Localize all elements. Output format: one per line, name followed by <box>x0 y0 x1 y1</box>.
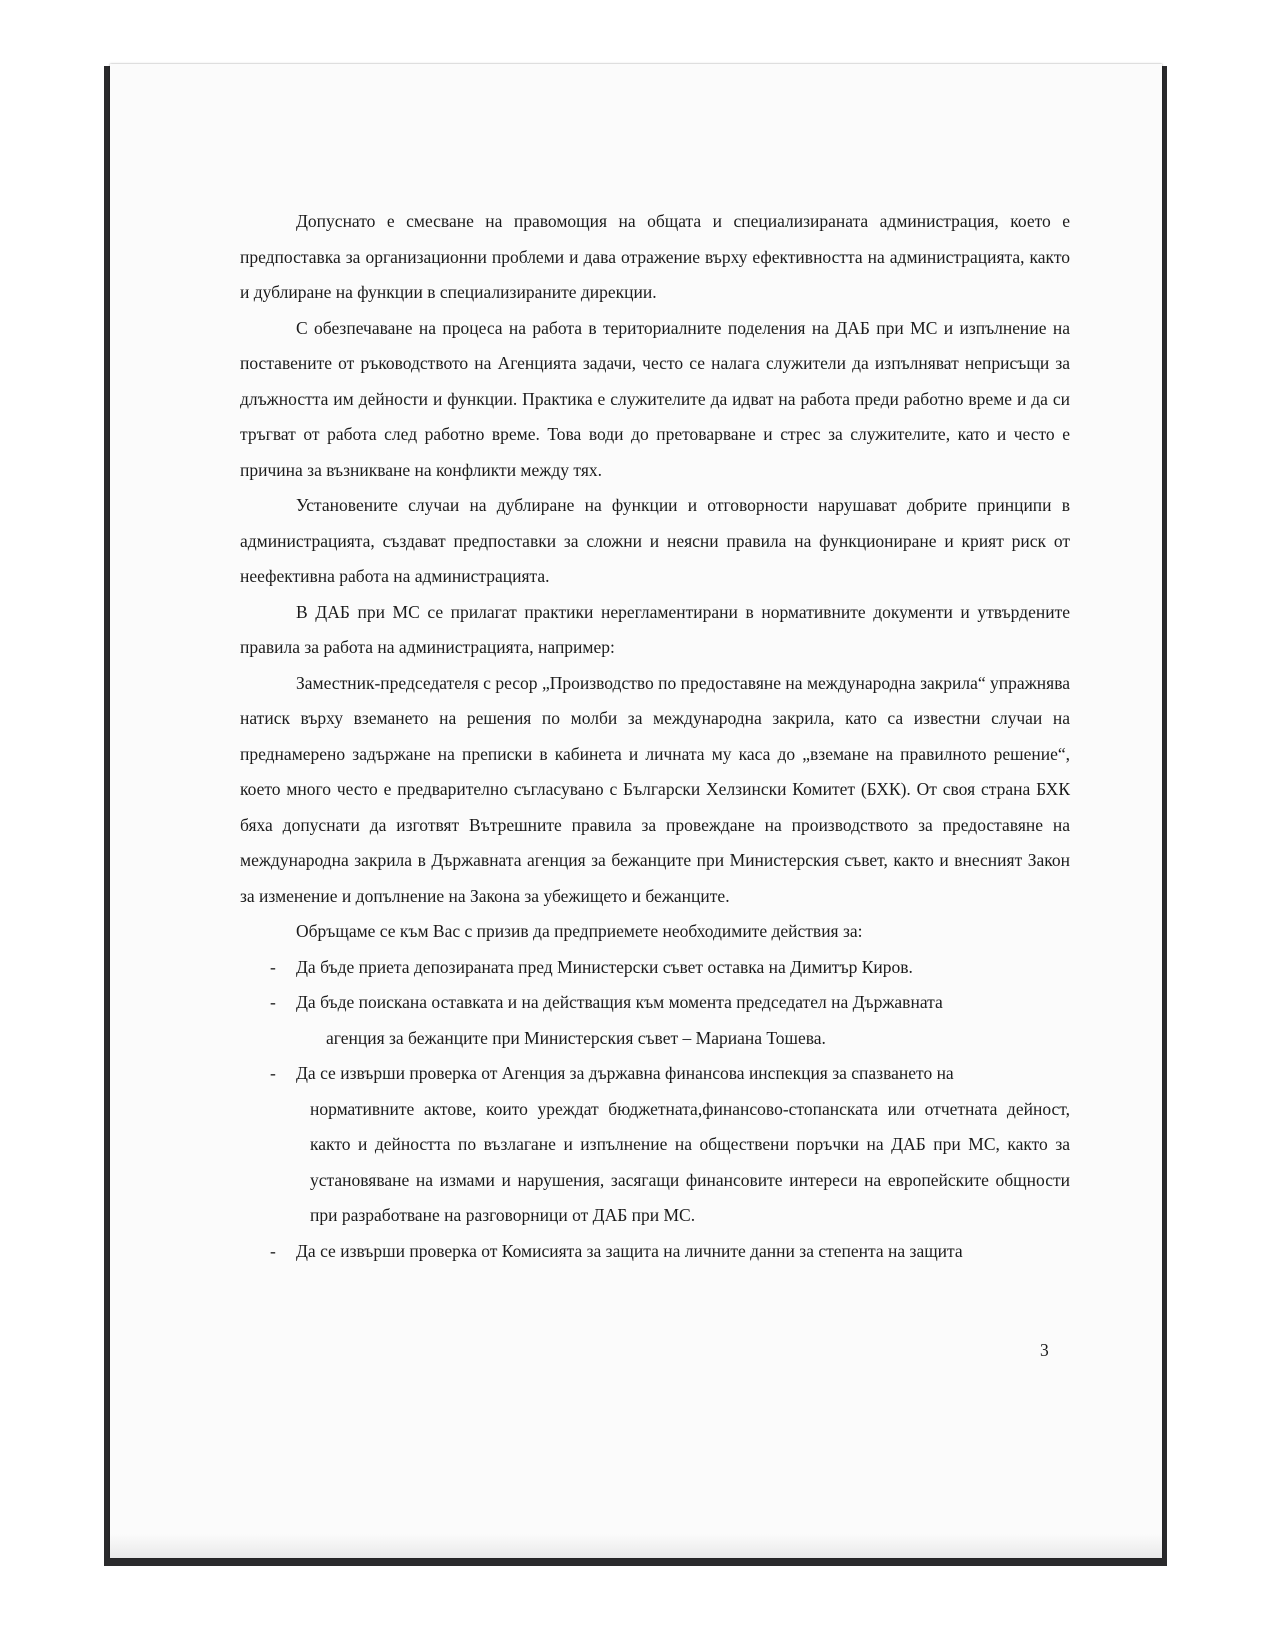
demand-item <box>240 950 1070 986</box>
demand-text: Да бъде поискана оставката и на действащия към момента председател на Държавната <box>296 992 943 1012</box>
demand-item <box>240 1234 1070 1270</box>
demand-text-continued: нормативните актове, които уреждат бюджетната,финансово-стопанската или отчетната дейност, както и дейността по възлагане и изпълнение на обществени поръчки на ДАБ при МС, както за установяване на измами и нарушения, засягащи финансовите интереси на европейските общности при разработване на разговорници от ДАБ при МС. <box>310 1098 1070 1225</box>
demand-text: Да бъде приета депозираната пред Министерски съвет оставка на Димитър Киров. <box>296 956 913 977</box>
paragraph-5: Заместник-председателя с ресор „Производство по предоставяне на международна закрила“ упражнява натиск върху вземането на решения по молби за международна закрила, като са известни случаи на преднамерено задържане на преписки в кабинета и личната му каса до „вземане на правилното решение“, което много често е предварително съгласувано с Български Хелзински Комитет (БХК). От своя страна БХК бяха допуснати да изготвят Вътрешните правила за провеждане на производството за предоставяне на международна закрила в Държавната агенция за бежанците при Министерския съвет, както и внесният Закон за изменение и допълнение на Закона за убежището и бежанците. <box>240 672 1070 906</box>
paragraph-2: С обезпечаване на процеса на работа в териториалните поделения на ДАБ при МС и изпълнение на поставените от ръководството на Агенцията задачи, често се налага служители да изпълняват неприсъщи за длъжността им дейности и функции. Практика е служителите да идват на работа преди работно време и да си тръгват от работа след работно време. Това води до претоварване и стрес за служителите, като и често е причина за възникване на конфликти между тях. <box>240 317 1070 480</box>
paragraph-6: Обръщаме се към Вас с призив да предприемете необходимите действия за: <box>296 921 863 941</box>
list-dash: - <box>270 1240 276 1261</box>
paragraph-3: Установените случаи на дублиране на функции и отговорности нарушават добрите принципи в администрацията, създават предпоставки за сложни и неясни правила на функциониране и крият риск от неефективна работа на администрацията. <box>240 495 1070 586</box>
paragraph-4: В ДАБ при МС се прилагат практики нерегламентирани в нормативните документи и утвърдените правила за работа на администрацията, например: <box>240 601 1070 657</box>
demand-text: Да се извърши проверка от Комисията за защита на личните данни за степента на защита <box>296 1240 963 1261</box>
page-stack-edge <box>110 1534 1162 1558</box>
list-dash: - <box>270 1063 276 1083</box>
list-dash: - <box>270 992 276 1012</box>
page-number: 3 <box>1040 1340 1049 1360</box>
demand-item <box>240 985 1070 1056</box>
document-body <box>240 204 1070 1269</box>
demand-text-continued: агенция за бежанците при Министерския съвет – Мариана Тошева. <box>326 1027 826 1048</box>
demand-text: Да се извърши проверка от Агенция за държавна финансова инспекция за спазването на <box>296 1063 954 1083</box>
demands-list <box>240 950 1070 1270</box>
paragraph-1: Допуснато е смесване на правомощия на общата и специализираната администрация, което е предпоставка за организационни проблеми и дава отражение върху ефективността на администрацията, както и дублиране на функции в специализираните дирекции. <box>240 211 1070 302</box>
list-dash: - <box>270 956 276 977</box>
demand-item <box>240 1056 1070 1234</box>
